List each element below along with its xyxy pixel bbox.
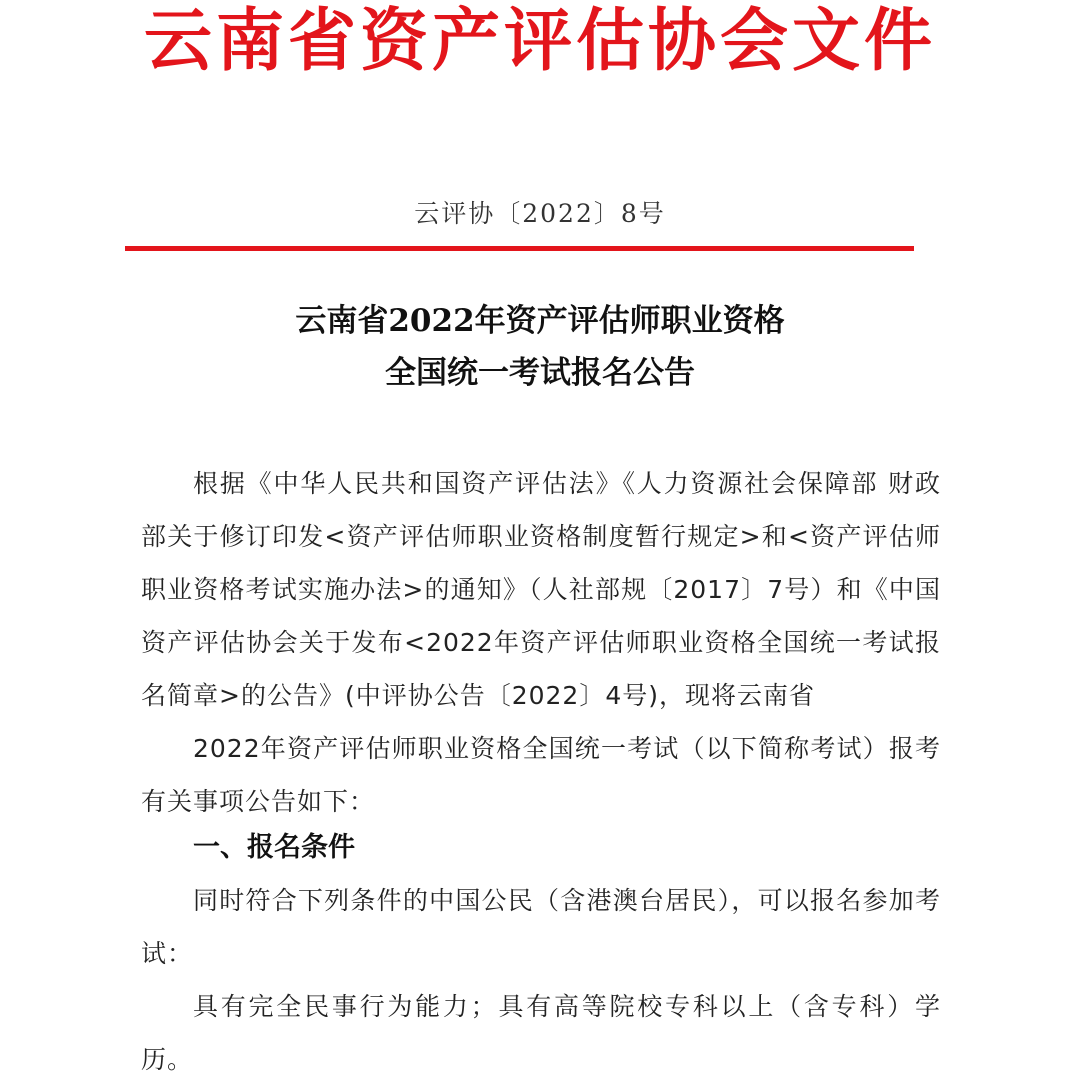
section-heading-registration-conditions: 一、报名条件 [193, 832, 355, 863]
intro-paragraph: 根据《中华人民共和国资产评估法》《人力资源社会保障部 财政部关于修订印发<资产评估师职业资格制度暂行规定>和<资产评估师职业资格考试实施办法>的通知》（人社部规〔2017〕7号）和《中国资产评估协会关于发布<2022年资产评估师职业资格全国统一考试报名简章>的公告》(中评协公告〔2022〕4号)，现将云南省 [141, 469, 941, 710]
conditions-paragraph: 同时符合下列条件的中国公民（含港澳台居民），可以报名参加考试： [141, 886, 941, 968]
requirements-paragraph-block [141, 980, 941, 1086]
issuer-header-title: 云南省资产评估协会文件 [143, 2, 936, 81]
document-number: 云评协〔2022〕8号 [414, 199, 666, 228]
conditions-paragraph-block [141, 874, 941, 980]
notice-title-line-1: 云南省2022年资产评估师职业资格 [295, 303, 785, 339]
requirements-paragraph: 具有完全民事行为能力；具有高等院校专科以上（含专科）学历。 [141, 992, 941, 1074]
red-divider-rule [125, 246, 914, 251]
intro-paragraph-block [141, 457, 941, 828]
notice-title-line-2: 全国统一考试报名公告 [385, 355, 695, 391]
intro-paragraph-continued: 2022年资产评估师职业资格全国统一考试（以下简称考试）报考有关事项公告如下： [141, 734, 941, 816]
